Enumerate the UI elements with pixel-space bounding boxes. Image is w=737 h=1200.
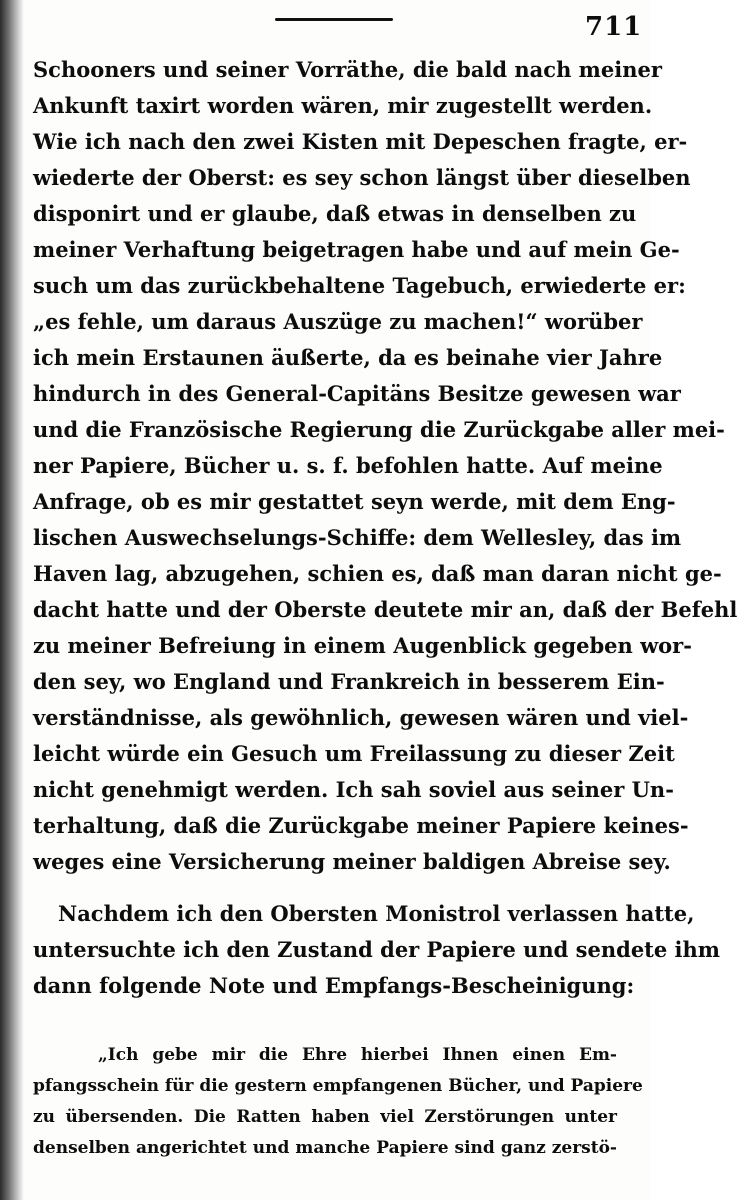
text-line: terhaltung, daß die Zurückgabe meiner Papiere keines- — [33, 813, 689, 838]
text-line: meiner Verhaftung beigetragen habe und auf mein Ge- — [33, 237, 680, 262]
text-line: und die Französische Regierung die Zurückgabe aller mei- — [33, 417, 725, 442]
text-line: ich mein Erstaunen äußerte, da es beinahe vier Jahre — [33, 345, 663, 370]
text-line: Haven lag, abzugehen, schien es, daß man daran nicht ge- — [33, 561, 722, 586]
header-rule — [275, 18, 393, 21]
text-line: hindurch in des General-Capitäns Besitze gewesen war — [33, 381, 681, 406]
text-line: verständnisse, als gewöhnlich, gewesen wären und viel- — [33, 705, 689, 730]
text-line: zu meiner Befreiung in einem Augenblick gegeben wor- — [33, 633, 692, 658]
text-line: nicht genehmigt werden. Ich sah soviel aus seiner Un- — [33, 777, 674, 802]
text-line: Ankunft taxirt worden wären, mir zugestellt werden. — [33, 93, 653, 118]
text-line: den sey, wo England und Frankreich in besserem Ein- — [33, 669, 665, 694]
text-line: weges eine Versicherung meiner baldigen Abreise sey. — [33, 849, 671, 874]
text-line: untersuchte ich den Zustand der Papiere und sendete ihm — [33, 937, 721, 962]
text-line: ner Papiere, Bücher u. s. f. befohlen hatte. Auf meine — [33, 453, 663, 478]
note-line: zu übersenden. Die Ratten haben viel Zerstörungen unter — [33, 1107, 617, 1127]
text-line: Schooners und seiner Vorräthe, die bald nach meiner — [33, 57, 662, 82]
text-line: lischen Auswechselungs-Schiffe: dem Wellesley, das im — [33, 525, 682, 550]
text-line: dann folgende Note und Empfangs-Bescheinigung: — [33, 973, 635, 998]
text-line: Wie ich nach den zwei Kisten mit Depeschen fragte, er- — [33, 129, 688, 154]
text-line: dacht hatte und der Oberste deutete mir an, daß der Befehl — [33, 597, 737, 622]
binding-shadow — [0, 0, 24, 1200]
text-line: such um das zurückbehaltene Tagebuch, erwiederte er: — [33, 273, 686, 298]
text-line: disponirt und er glaube, daß etwas in denselben zu — [33, 201, 637, 226]
text-line: „es fehle, um daraus Auszüge zu machen!“ worüber — [33, 309, 643, 334]
text-line: leicht würde ein Gesuch um Freilassung zu dieser Zeit — [33, 741, 675, 766]
text-line: wiederte der Oberst: es sey schon längst über dieselben — [33, 165, 691, 190]
page-number: 711 — [585, 12, 643, 42]
note-line: pfangsschein für die gestern empfangenen Bücher, und Papiere — [33, 1076, 643, 1096]
paragraph-start-line: Nachdem ich den Obersten Monistrol verlassen hatte, — [58, 901, 695, 926]
text-line: Anfrage, ob es mir gestattet seyn werde, mit dem Eng- — [33, 489, 676, 514]
note-line: „Ich gebe mir die Ehre hierbei Ihnen einen Em- — [98, 1045, 617, 1065]
note-line: denselben angerichtet und manche Papiere sind ganz zerstö- — [33, 1138, 617, 1158]
